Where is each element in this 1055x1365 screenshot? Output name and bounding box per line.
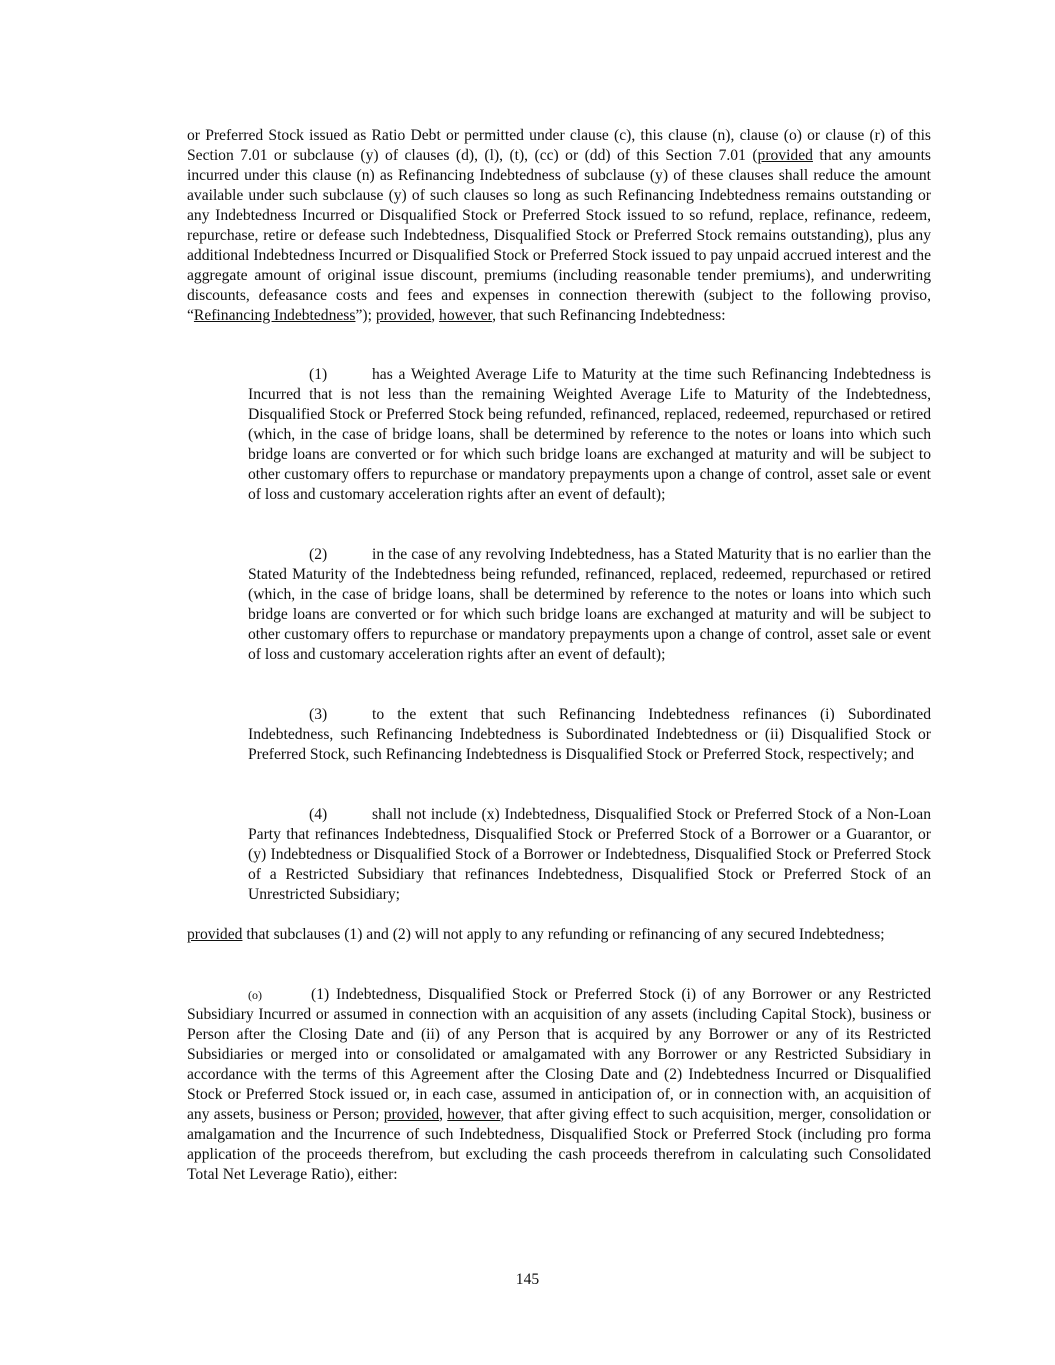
text-run: ”); — [355, 307, 376, 324]
subclause-text: has a Weighted Average Life to Maturity at the time such Refinancing Indebtedness is Incurred that is not less than the remaining Weighted Average Life to Maturity of the Indebtedness, Disqualified Stock or Preferred Stock being refunded, refinanced, replaced, redeemed, repurchased or retired (which, in the case of bridge loans, shall be determined by reference to the notes or loans into which such bridge loans are converted or for which such bridge loans are exchanged at maturity and will be subject to other customary offers to repurchase or mandatory prepayments upon a change of control, asset sale or event of loss and customary acceleration rights after an event of default); — [248, 366, 931, 503]
subclause-number: (1) — [309, 366, 328, 383]
provided-term: provided — [383, 1106, 440, 1123]
text-run: , that after giving effect to such acquisition, merger, consolidation or amalgamation and the Incurrence of such Indebtedness, Disqualified Stock or Preferred Stock (including pro forma application of the proceeds therefrom, but excluding the cash proceeds therefrom in calculating such Consolidated Total Net Leverage Ratio), either: — [187, 1106, 931, 1183]
text-run: , that such Refinancing Indebtedness: — [492, 307, 726, 324]
subclause-4 — [248, 805, 931, 905]
provided-term: provided — [187, 926, 243, 943]
subclause-text: shall not include (x) Indebtedness, Disqualified Stock or Preferred Stock of a Non-Loan Party that refinances Indebtedness, Disqualified Stock or Preferred Stock of a Borrower or a Guarantor, or (y) Indebtedness or Disqualified Stock of a Borrower or Indebtedness, Disqualified Stock or Preferred Stock of a Restricted Subsidiary that refinances Indebtedness, Disqualified Stock or Preferred Stock of an Unrestricted Subsidiary; — [248, 806, 931, 903]
proviso-paragraph — [187, 925, 931, 945]
subclause-text: in the case of any revolving Indebtedness, has a Stated Maturity that is no earlier than the Stated Maturity of the Indebtedness being refunded, refinanced, replaced, redeemed, repurchased or retired (which, in the case of bridge loans, shall be determined by reference to the notes or loans into which such bridge loans are converted or for which such bridge loans are exchanged at maturity and will be subject to other customary offers to repurchase or mandatory prepayments upon a change of control, asset sale or event of loss and customary acceleration rights after an event of default); — [248, 546, 931, 663]
however-term: however — [439, 307, 493, 324]
page-number: 145 — [515, 1271, 540, 1288]
text-run: that subclauses (1) and (2) will not apply to any refunding or refinancing of any secured Indebtedness; — [242, 926, 885, 943]
subclause-number: (3) — [309, 706, 328, 723]
clause-o-paragraph — [187, 985, 931, 1185]
subclause-text: to the extent that such Refinancing Indebtedness refinances (i) Subordinated Indebtedness, such Refinancing Indebtedness is Subordinated Indebtedness or (ii) Disqualified Stock or Preferred Stock, such Refinancing Indebtedness is Disqualified Stock or Preferred Stock, respectively; and — [248, 706, 931, 763]
subclause-1 — [248, 365, 931, 505]
text-run: , — [439, 1106, 448, 1123]
provided-term: provided — [375, 307, 432, 324]
subclause-2 — [248, 545, 931, 665]
text-run: , — [431, 307, 440, 324]
subclause-number: (2) — [309, 546, 328, 563]
defined-term: Refinancing Indebtedness — [193, 307, 356, 324]
subclause-number: (4) — [309, 806, 328, 823]
subclause-3 — [248, 705, 931, 765]
however-term: however — [447, 1106, 501, 1123]
text-run: (1) Indebtedness, Disqualified Stock or Preferred Stock (i) of any Borrower or any Restricted Subsidiary Incurred or assumed in connection with an acquisition of any assets (including Capital Stock), business or Person after the Closing Date and (ii) of any Person that is acquired by any Borrower or any of its Restricted Subsidiaries or merged into or consolidated or amalgamated with any Borrower or any Restricted Subsidiary in accordance with the terms of this Agreement after the Closing Date and (2) Indebtedness Incurred or Disqualified Stock or Preferred Stock issued or, in each case, assumed in anticipation of, or in connection with, an acquisition of any assets, business or Person; — [187, 986, 931, 1123]
provided-term: provided — [757, 147, 813, 164]
text-run: or Preferred Stock issued as Ratio Debt or permitted under clause (c), this clause (n), clause (o) or clause (r) of this Section 7.01 or subclause (y) of clauses (d), (l), (t), (cc) or (dd) of this Section 7.01 ( — [187, 127, 931, 164]
paragraph-refinancing-indebtedness — [187, 126, 931, 326]
text-run: that any amounts incurred under this clause (n) as Refinancing Indebtedness of subclause (y) of these clauses shall reduce the amount available under such subclause (y) of such clauses so long as such Refinancing Indebtedness remains outstanding or any Indebtedness Incurred or Disqualified Stock or Preferred Stock issued to so refund, replace, refinance, redeem, repurchase, retire or defease such Indebtedness, Disqualified Stock or Preferred Stock remains outstanding), plus any additional Indebtedness Incurred or Disqualified Stock or Preferred Stock issued to pay unpaid accrued interest and the aggregate amount of original issue discount, premiums (including reasonable tender premiums), and underwriting discounts, defeasance costs and fees and expenses in connection therewith (subject to the following proviso, “ — [187, 147, 931, 324]
clause-number: (o) — [248, 988, 262, 1002]
